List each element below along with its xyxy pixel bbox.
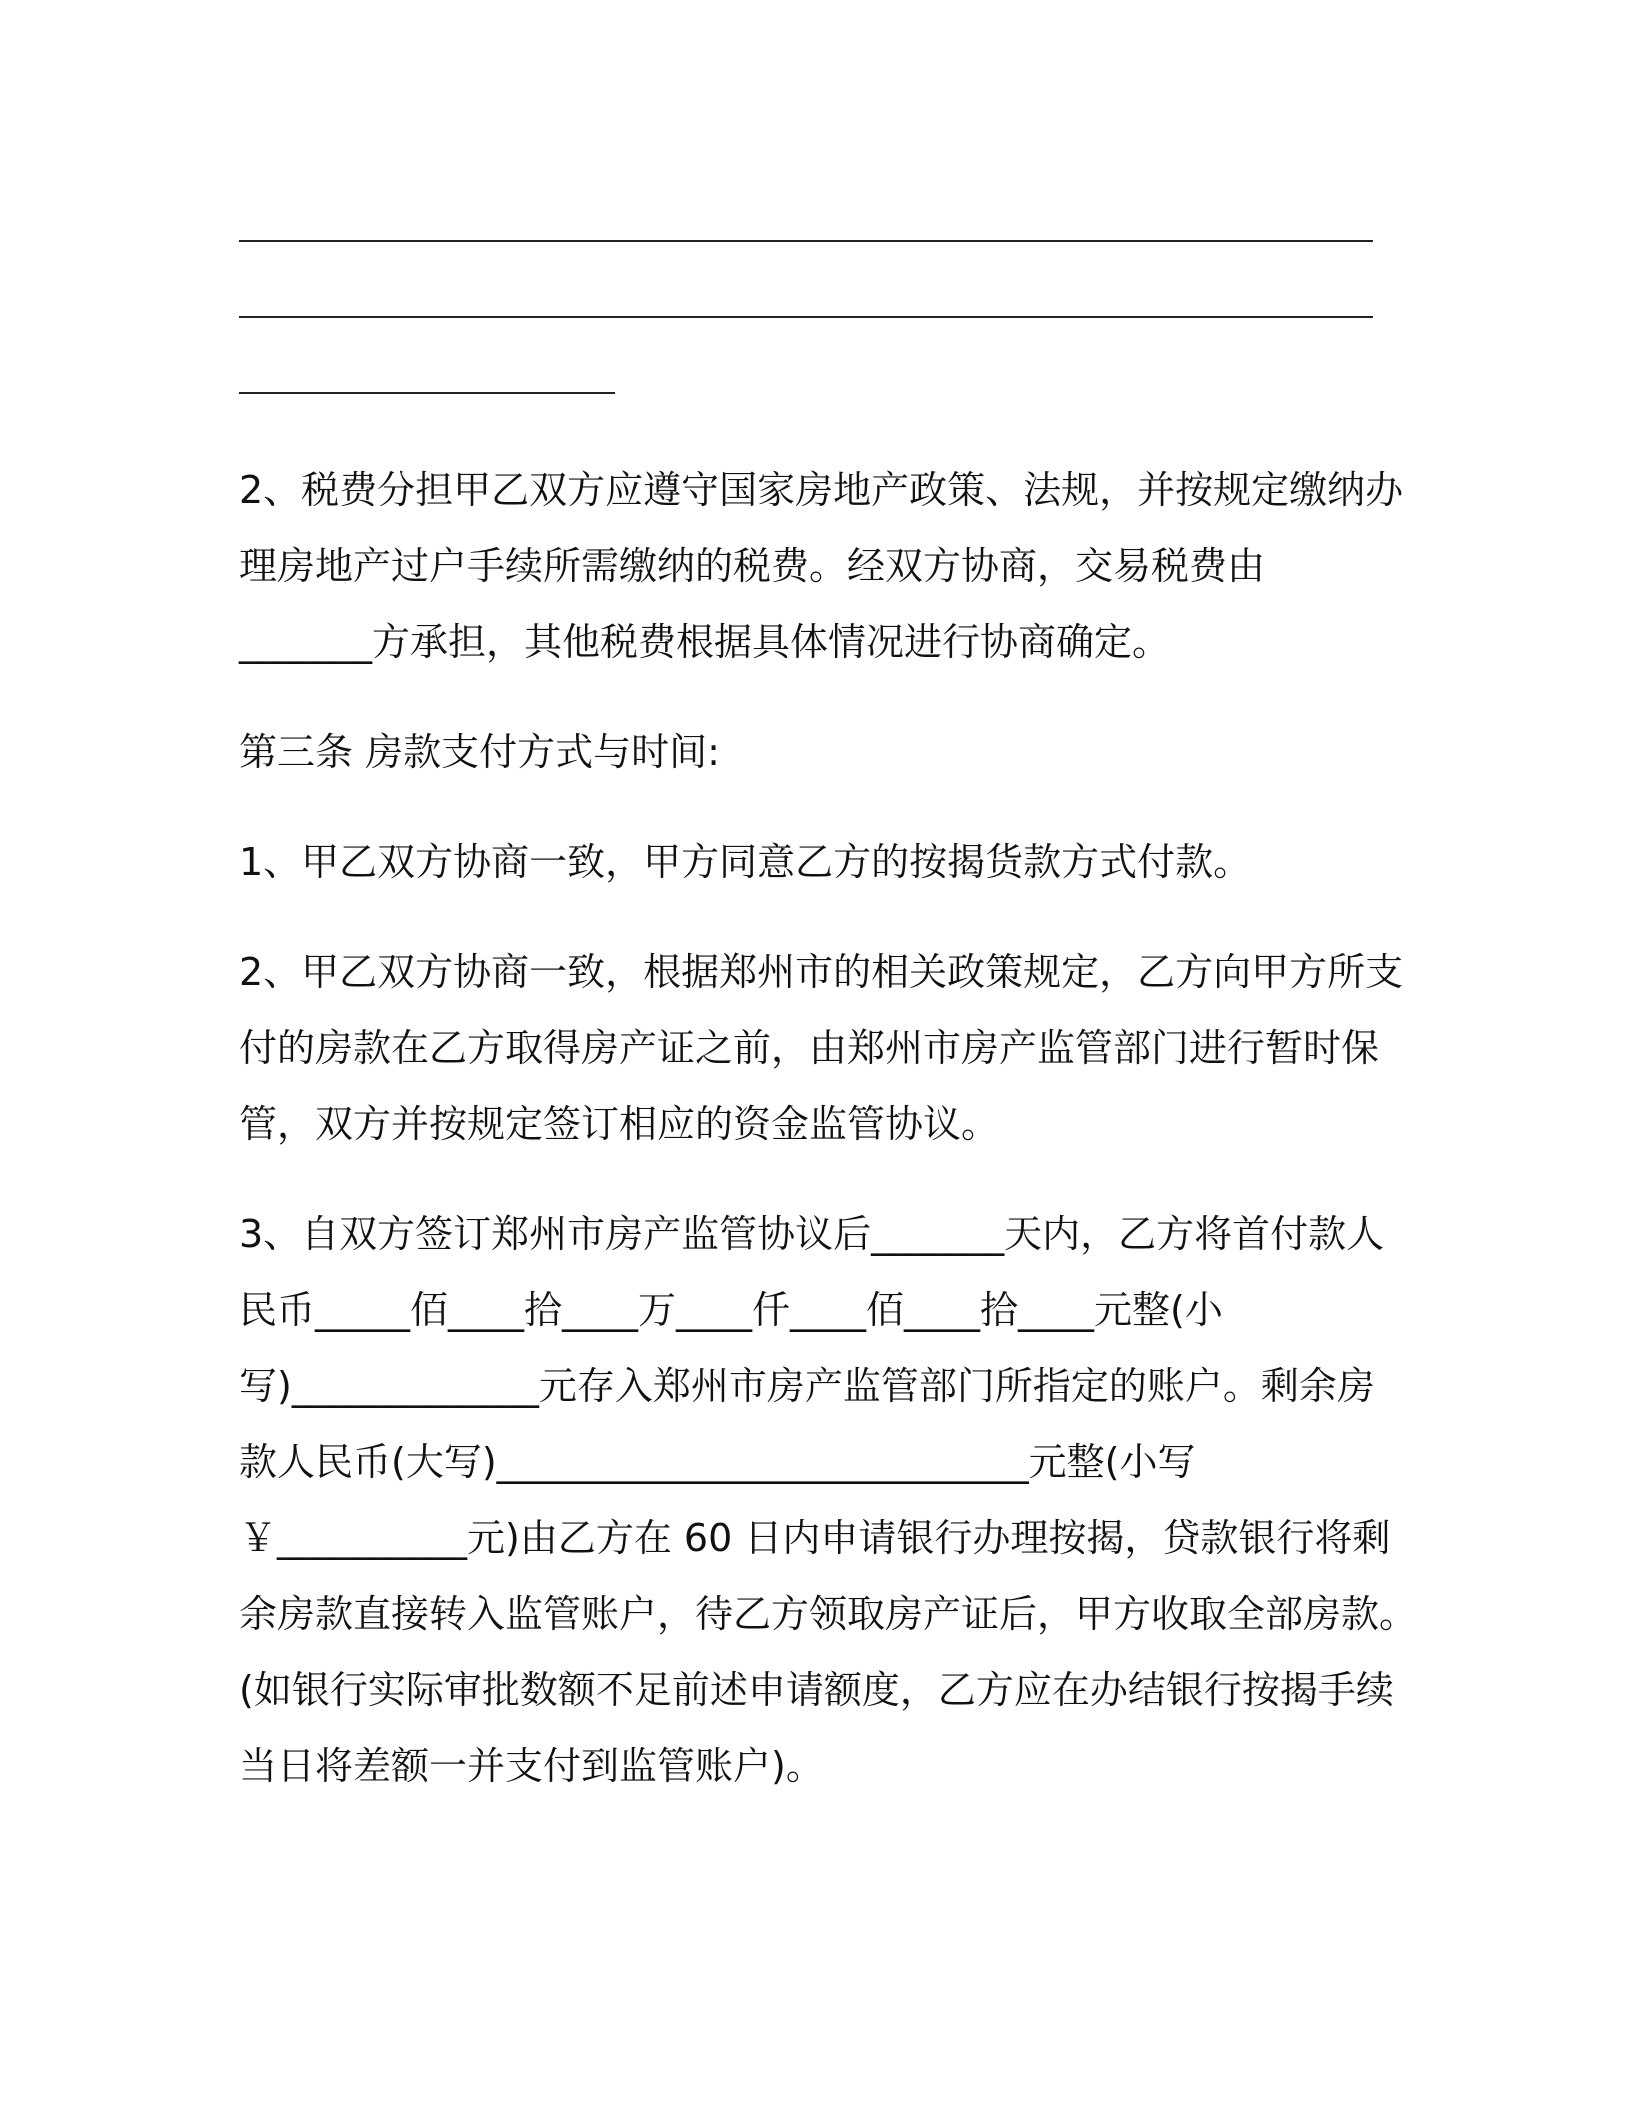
blank-underline xyxy=(239,392,615,394)
paragraph-line: 管，双方并按规定签订相应的资金监管协议。 xyxy=(239,1102,1000,1146)
paragraph-line: 付的房款在乙方取得房产证之前，由郑州市房产监管部门进行暂时保 xyxy=(239,1026,1380,1070)
paragraph-line: 民币_____佰____拾____万____仟____佰____拾____元整(小 xyxy=(239,1288,1223,1332)
paragraph-line: _______方承担，其他税费根据具体情况进行协商确定。 xyxy=(239,620,1171,664)
blank-fill-line xyxy=(239,190,1379,266)
blank-underline xyxy=(239,316,1373,318)
paragraph-line: 2、税费分担甲乙双方应遵守国家房地产政策、法规，并按规定缴纳办 xyxy=(239,468,1404,512)
blank-fill-line xyxy=(239,266,1379,342)
paragraph-line: 理房地产过户手续所需缴纳的税费。经双方协商，交易税费由 xyxy=(239,544,1266,588)
paragraph-line: 款人民币(大写)____________________________元整(小写 xyxy=(239,1440,1196,1484)
article-three-item-3 xyxy=(239,1196,1418,1804)
document-body xyxy=(239,190,1418,1804)
paragraph-line: 写)_____________元存入郑州市房产监管部门所指定的账户。剩余房 xyxy=(239,1364,1375,1408)
paragraph-line: 3、自双方签订郑州市房产监管协议后_______天内，乙方将首付款人 xyxy=(239,1212,1385,1256)
article-three-heading: 第三条 房款支付方式与时间: xyxy=(239,730,720,774)
paragraph-line: 当日将差额一并支付到监管账户)。 xyxy=(239,1744,824,1788)
paragraph-line: 余房款直接转入监管账户，待乙方领取房产证后，甲方收取全部房款。 xyxy=(239,1592,1418,1636)
tax-clause-paragraph xyxy=(239,452,1404,680)
paragraph-line: ￥__________元)由乙方在 60 日内申请银行办理按揭，贷款银行将剩 xyxy=(239,1516,1391,1560)
article-three-item-2 xyxy=(239,934,1404,1162)
paragraph-line: 2、甲乙双方协商一致，根据郑州市的相关政策规定，乙方向甲方所支 xyxy=(239,950,1404,994)
blank-fill-line xyxy=(239,342,1379,418)
article-three-item-1: 1、甲乙双方协商一致，甲方同意乙方的按揭货款方式付款。 xyxy=(239,840,1252,884)
paragraph-line: (如银行实际审批数额不足前述申请额度，乙方应在办结银行按揭手续 xyxy=(239,1668,1394,1712)
blank-underline xyxy=(239,240,1373,242)
